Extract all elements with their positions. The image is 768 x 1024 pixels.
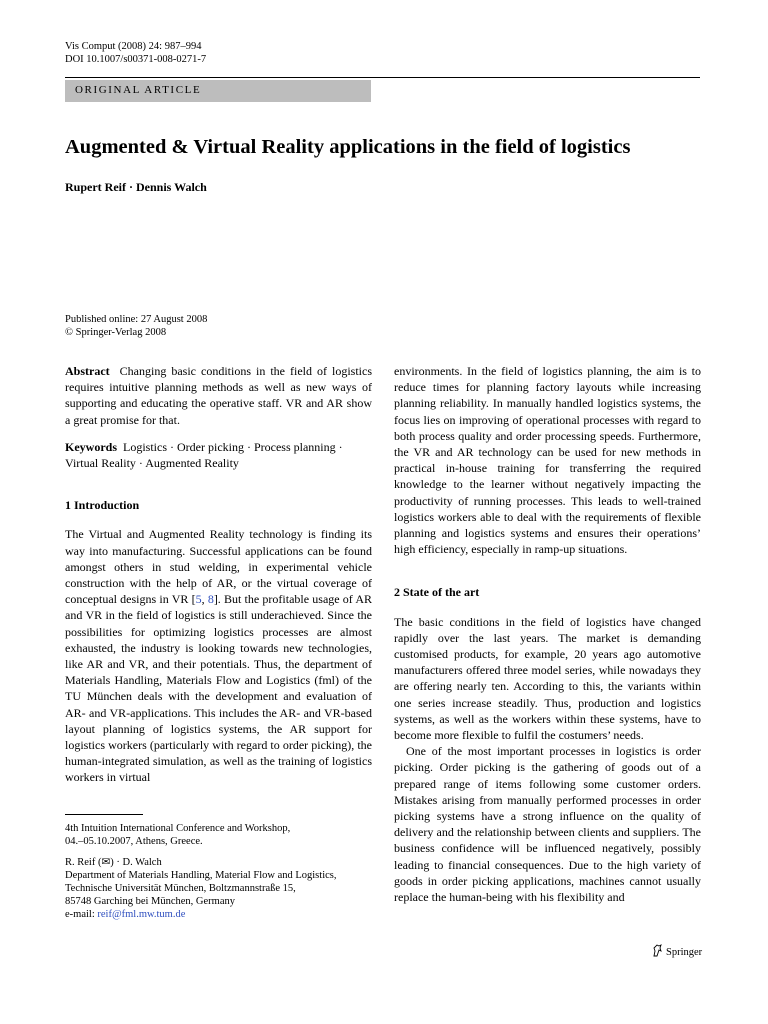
journal-header — [65, 40, 206, 66]
publisher-footer — [652, 944, 702, 960]
section-heading-introduction: 1 Introduction — [65, 498, 140, 513]
springer-horse-icon — [652, 944, 663, 960]
right-paragraph-2: The basic conditions in the field of logistics have changed rapidly over the last years. The market is demanding customised products, for example, 20 years ago automotive manufacturers offered three model series, while nowadays they are offering nearly ten. According to this, the variants within one series increase steadily. Thus, production and logistics systems, as well as the workers within these systems, have to become more flexible to fulfil the costumers’ needs. — [394, 614, 701, 743]
keywords-text: Logistics · Order picking · Process planning · Virtual Reality · Augmented Reality — [65, 439, 343, 471]
published-date: Published online: 27 August 2008 — [65, 314, 208, 325]
paper-title: Augmented & Virtual Reality applications in the field of logistics — [65, 136, 631, 158]
footnote-rule — [65, 814, 143, 815]
reference-link-8[interactable]: 8 — [207, 592, 214, 607]
right-paragraph-1: environments. In the field of logistics planning, the aim is to reduce times for planning factory layouts while increasing planning reliability. In manually handled logistics systems, the focus lies on improving of operational processes with regard to both process quality and order processing speeds. Furthermore, the VR and AR technology can be used for new methods in practical in-house training for transferring the required knowledge to the learner without negatively impacting the productivity of running processes. This leads to well-trained logistics workers able to deal with the requirements of flexible planning and logistics systems and ensures their operations’ high efficiency, especially in ramp-up situations. — [394, 364, 701, 557]
email-line: e-mail: reif@fml.mw.tum.de — [65, 909, 186, 920]
right-paragraph-3: One of the most important processes in logistics is order picking. Order picking is the gathering of goods out of a prepared range of items following some customer orders. Mistakes arising from manually performed processes in order picking systems have a strong influence on the quality of delivery and the relationship between clients and suppliers. The business confidence will be influenced negatively, possibly leading to financial consequences. Due to the high variety of goods in order picking applications, machines cannot usually replace the human-being with his flexibility and — [394, 744, 701, 905]
city: 85748 Garching bei München, Germany — [65, 896, 235, 907]
right-column — [394, 363, 701, 905]
corresponding-authors: R. Reif (✉) · D. Walch — [65, 857, 162, 868]
doi: DOI 10.1007/s00371-008-0271-7 — [65, 54, 207, 65]
keywords — [65, 439, 372, 471]
left-column — [65, 363, 372, 786]
section-heading-state-of-the-art: 2 State of the art — [394, 585, 480, 600]
keywords-label: Keywords — [65, 439, 117, 454]
publication-info — [65, 313, 207, 339]
journal-citation: Vis Comput (2008) 24: 987–994 — [65, 41, 202, 52]
article-type: ORIGINAL ARTICLE — [75, 84, 202, 96]
university: Technische Universität München, Boltzmannstraße 15, — [65, 883, 296, 894]
email-link[interactable]: reif@fml.mw.tum.de — [97, 909, 186, 920]
header-rule — [65, 77, 700, 78]
introduction-paragraph: The Virtual and Augmented Reality technology is finding its way into manufacturing. Successful applications can be found amongst others in stud welding, in experimental vehicle construction with the help of AR, or the virtual coverage of conceptual designs in VR [5, 8]. But the profitable usage of AR and VR in the field of logistics is still underachieved. Since the possibilities for optimizing logistics processes are almost exhausted, the industry is looking towards new technologies, like AR and VR, and their potentials. Thus, the department of Materials Handling, Materials Flow and Logistics (fml) of the TU München deals with the development and evaluation of AR- and VR-applications. This includes the AR- and VR-based layout planning of logistics systems, the AR support for logistics workers (particularly with regard to order picking), the human-integrated simulation, as well as the training of logistics workers in virtual — [65, 527, 373, 785]
publisher-name: Springer — [666, 946, 703, 958]
copyright: © Springer-Verlag 2008 — [65, 327, 167, 338]
authors: Rupert Reif · Dennis Walch — [65, 180, 207, 194]
article-type-banner — [65, 80, 371, 102]
abstract-text: Changing basic conditions in the field of logistics requires intuitive planning methods as well as new ways of supporting and educating the operative staff. VR and AR show a great promise for that. — [65, 364, 372, 427]
abstract — [65, 363, 372, 428]
department: Department of Materials Handling, Material Flow and Logistics, — [65, 870, 337, 881]
author-affiliation — [65, 856, 336, 921]
reference-link-5[interactable]: 5 — [195, 592, 202, 607]
conference-note: 4th Intuition International Conference and Workshop, 04.–05.10.2007, Athens, Greece. — [65, 823, 291, 847]
abstract-label: Abstract — [65, 364, 110, 378]
